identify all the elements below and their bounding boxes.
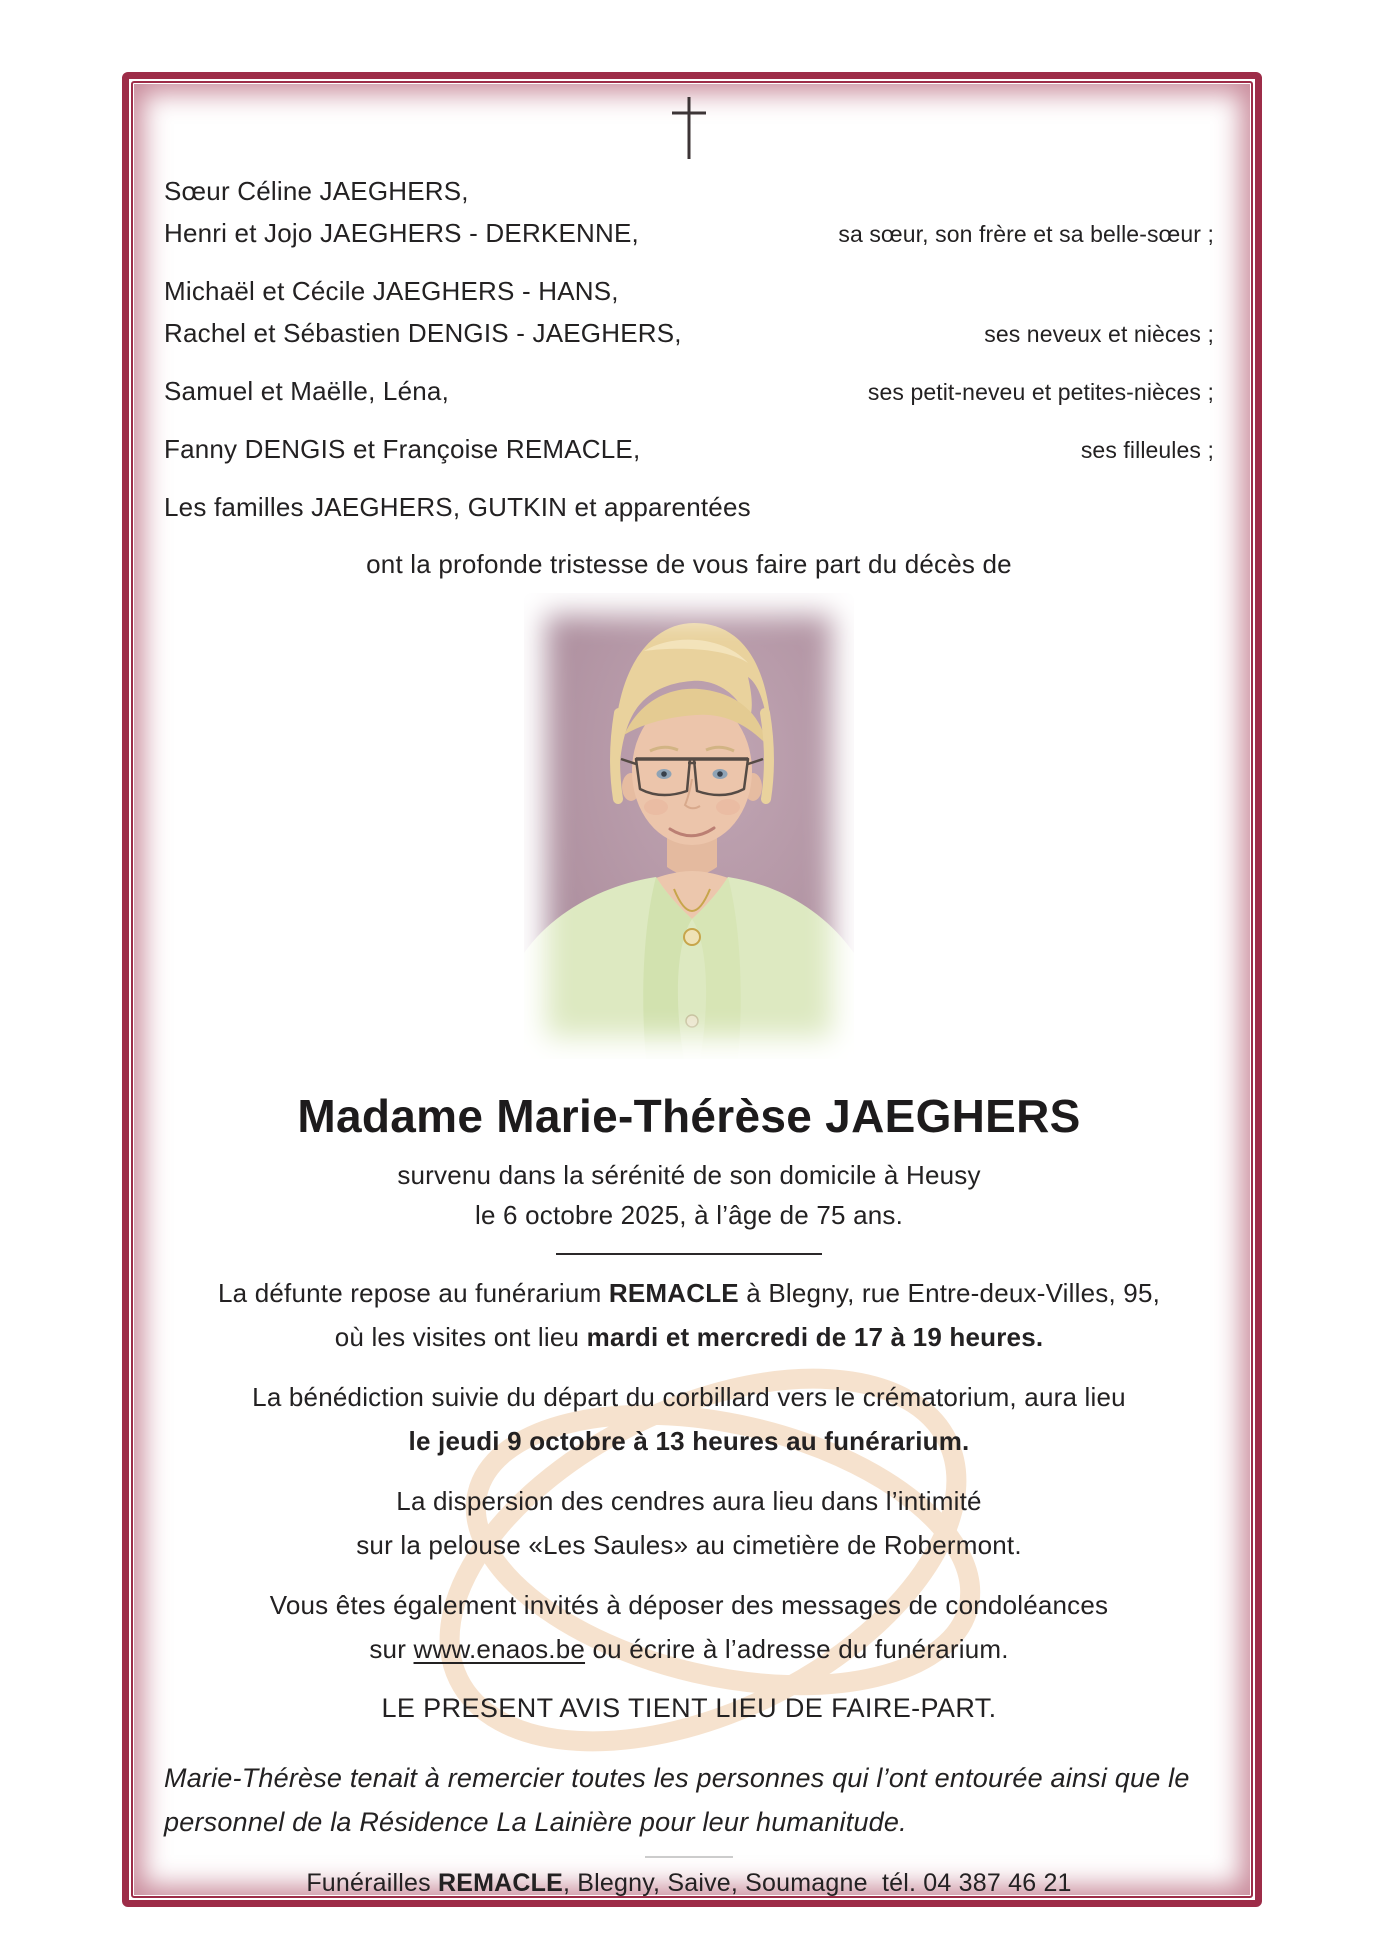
card-content: [164, 72, 1214, 1904]
family-row: [164, 486, 1214, 528]
dispersion-line2: sur la pelouse «Les Saules» au cimetière de Robermont.: [356, 1530, 1022, 1560]
family-row: [164, 270, 1214, 312]
family-row: [164, 170, 1214, 212]
family-row: [164, 370, 1214, 413]
relation-label: ses filleules ;: [1080, 437, 1214, 463]
thanks-line2: personnel de la Résidence La Lainière pour leur humanitude.: [164, 1807, 907, 1837]
funeral-home-footer: [164, 1862, 1214, 1904]
family-names: Fanny DENGIS et Françoise REMACLE,: [164, 434, 641, 464]
footer-home-name: REMACLE: [437, 1869, 563, 1897]
announcement-line: ont la profonde tristesse de vous faire part du décès de: [366, 549, 1012, 579]
death-date-line: le 6 octobre 2025, à l’âge de 75 ans.: [474, 1200, 904, 1230]
family-row: [164, 312, 1214, 355]
repose-line: [164, 1271, 1214, 1315]
condolences-text-end: ou écrire à l’adresse du funérarium.: [585, 1634, 1009, 1664]
relation-label: ses neveux et nièces ;: [984, 321, 1214, 347]
visits-text: où les visites ont lieu: [334, 1322, 587, 1352]
funeral-home-name: REMACLE: [608, 1278, 739, 1308]
visits-schedule: mardi et mercredi de 17 à 19 heures.: [586, 1322, 1044, 1352]
portrait-photo: [524, 593, 854, 1059]
family-names: Les familles JAEGHERS, GUTKIN et apparentées: [164, 492, 751, 522]
family-names: Henri et Jojo JAEGHERS - DERKENNE,: [164, 218, 639, 248]
family-names: Michaël et Cécile JAEGHERS - HANS,: [164, 276, 619, 306]
condolences-line2: [164, 1627, 1214, 1671]
visits-line: [164, 1315, 1214, 1359]
thanks-line1: Marie-Thérèse tenait à remercier toutes les personnes qui l’ont entourée ainsi que le: [164, 1763, 1190, 1793]
family-names: Sœur Céline JAEGHERS,: [164, 176, 469, 206]
condolences-text: sur: [369, 1634, 414, 1664]
thanks-paragraph: [164, 1756, 1214, 1844]
deceased-name: Madame Marie-Thérèse JAEGHERS: [297, 1090, 1081, 1142]
family-names: Rachel et Sébastien DENGIS - JAEGHERS,: [164, 318, 682, 348]
family-names: Samuel et Maëlle, Léna,: [164, 376, 449, 406]
cross-icon: [164, 96, 1214, 162]
relation-label: sa sœur, son frère et sa belle-sœur ;: [838, 221, 1214, 247]
footer-contact: , Blegny, Saive, Soumagne tél. 04 387 46 21: [562, 1869, 1072, 1897]
death-place-line: survenu dans la sérénité de son domicile à Heusy: [397, 1160, 981, 1190]
repose-address: à Blegny, rue Entre-deux-Villes, 95,: [738, 1278, 1161, 1308]
separator-line: [556, 1253, 822, 1255]
family-row: [164, 212, 1214, 255]
relation-label: ses petit-neveu et petites-nièces ;: [867, 379, 1214, 405]
legal-notice-line: LE PRESENT AVIS TIENT LIEU DE FAIRE-PART.: [381, 1693, 997, 1723]
repose-text: La défunte repose au funérarium: [217, 1278, 609, 1308]
enaos-link[interactable]: www.enaos.be: [413, 1634, 586, 1664]
family-list: [164, 170, 1214, 528]
dispersion-line1: La dispersion des cendres aura lieu dans l’intimité: [396, 1486, 982, 1516]
footer-separator-line: [645, 1856, 733, 1858]
family-row: [164, 428, 1214, 471]
benediction-line: La bénédiction suivie du départ du corbillard vers le crématorium, aura lieu: [252, 1382, 1126, 1412]
condolences-line1: Vous êtes également invités à déposer des messages de condoléances: [269, 1590, 1109, 1620]
ceremony-datetime: le jeudi 9 octobre à 13 heures au funérarium.: [408, 1426, 970, 1456]
footer-text: Funérailles: [306, 1869, 438, 1897]
